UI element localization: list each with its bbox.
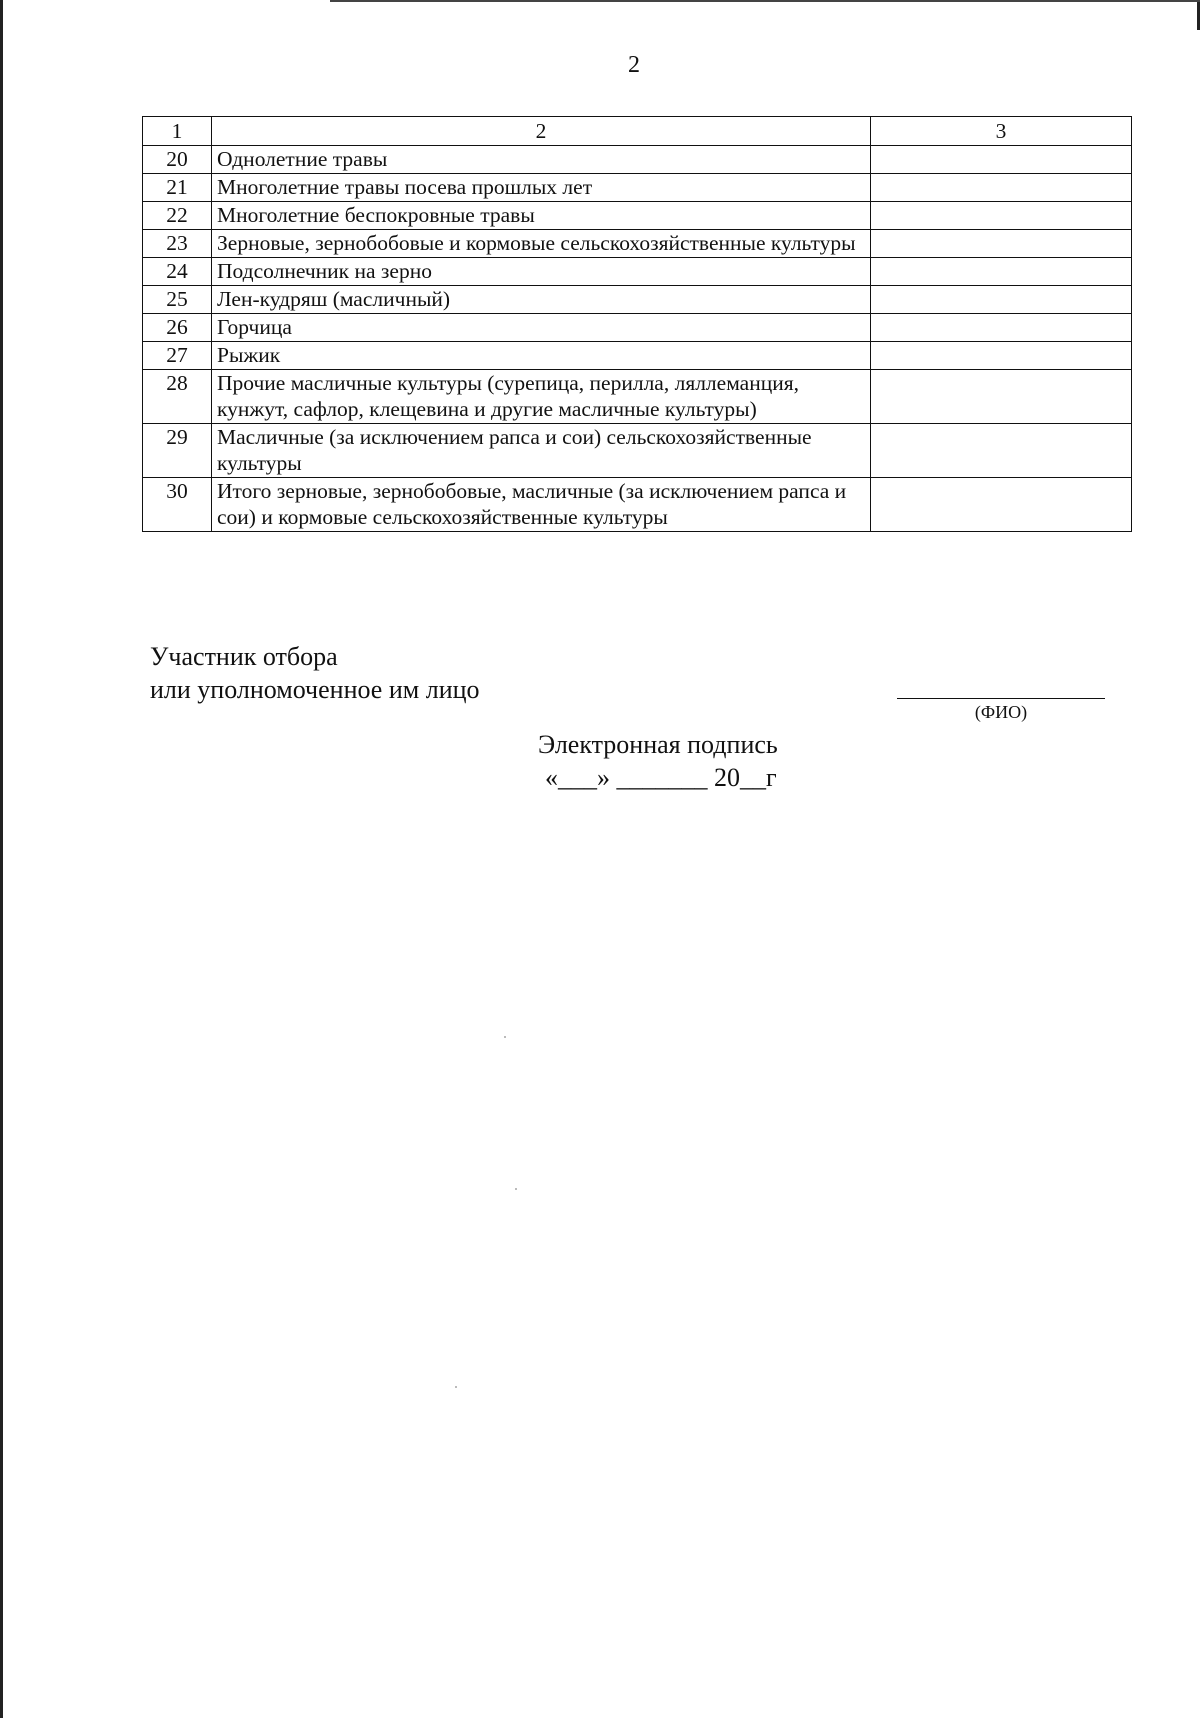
crop-name: Зерновые, зернобобовые и кормовые сельскохозяйственные культуры <box>212 230 871 258</box>
row-number: 28 <box>143 370 212 424</box>
table-header-row <box>143 117 1132 146</box>
table-row <box>143 478 1132 532</box>
crop-name: Однолетние травы <box>212 146 871 174</box>
scan-edge-left <box>0 0 3 1718</box>
crops-table <box>142 116 1132 532</box>
crop-name: Итого зерновые, зернобобовые, масличные (за исключением рапса и сои) и кормовые сельскохозяйственные культуры <box>212 478 871 532</box>
value-cell <box>871 370 1132 424</box>
participant-label: Участник отбора <box>150 642 338 671</box>
row-number: 30 <box>143 478 212 532</box>
value-cell <box>871 342 1132 370</box>
row-number: 25 <box>143 286 212 314</box>
scan-speck <box>504 1036 506 1038</box>
header-col-2: 2 <box>212 117 871 146</box>
crop-name: Масличные (за исключением рапса и сои) сельскохозяйственные культуры <box>212 424 871 478</box>
row-number: 21 <box>143 174 212 202</box>
crop-name: Прочие масличные культуры (сурепица, перилла, ляллеманция, кунжут, сафлор, клещевина и другие масличные культуры) <box>212 370 871 424</box>
table-row <box>143 174 1132 202</box>
row-number: 26 <box>143 314 212 342</box>
scan-speck <box>455 1386 457 1388</box>
fio-caption: (ФИО) <box>974 702 1028 722</box>
value-cell <box>871 314 1132 342</box>
scan-speck <box>515 1188 517 1190</box>
value-cell <box>871 258 1132 286</box>
crop-name: Лен-кудряш (масличный) <box>212 286 871 314</box>
date-line: «___» _______ 20__г <box>545 763 777 792</box>
row-number: 20 <box>143 146 212 174</box>
value-cell <box>871 202 1132 230</box>
page-number: 2 <box>628 52 640 78</box>
value-cell <box>871 174 1132 202</box>
header-col-1: 1 <box>143 117 212 146</box>
electronic-signature-label: Электронная подпись <box>538 730 778 759</box>
table-row <box>143 342 1132 370</box>
signer-block <box>150 640 480 706</box>
table-body <box>143 146 1132 532</box>
row-number: 29 <box>143 424 212 478</box>
crop-name: Многолетние травы посева прошлых лет <box>212 174 871 202</box>
table-row <box>143 424 1132 478</box>
crop-name: Рыжик <box>212 342 871 370</box>
value-cell <box>871 424 1132 478</box>
row-number: 22 <box>143 202 212 230</box>
value-cell <box>871 146 1132 174</box>
table-row <box>143 230 1132 258</box>
value-cell <box>871 478 1132 532</box>
scan-edge-top <box>330 0 1200 2</box>
value-cell <box>871 286 1132 314</box>
crop-name: Многолетние беспокровные травы <box>212 202 871 230</box>
fio-signature-line <box>897 698 1105 699</box>
header-col-3: 3 <box>871 117 1132 146</box>
table-row <box>143 202 1132 230</box>
table-row <box>143 286 1132 314</box>
row-number: 24 <box>143 258 212 286</box>
crop-name: Подсолнечник на зерно <box>212 258 871 286</box>
table-row <box>143 258 1132 286</box>
value-cell <box>871 230 1132 258</box>
row-number: 27 <box>143 342 212 370</box>
table-row <box>143 146 1132 174</box>
row-number: 23 <box>143 230 212 258</box>
table-row <box>143 370 1132 424</box>
authorized-person-label: или уполномоченное им лицо <box>150 675 480 704</box>
table-row <box>143 314 1132 342</box>
crop-name: Горчица <box>212 314 871 342</box>
